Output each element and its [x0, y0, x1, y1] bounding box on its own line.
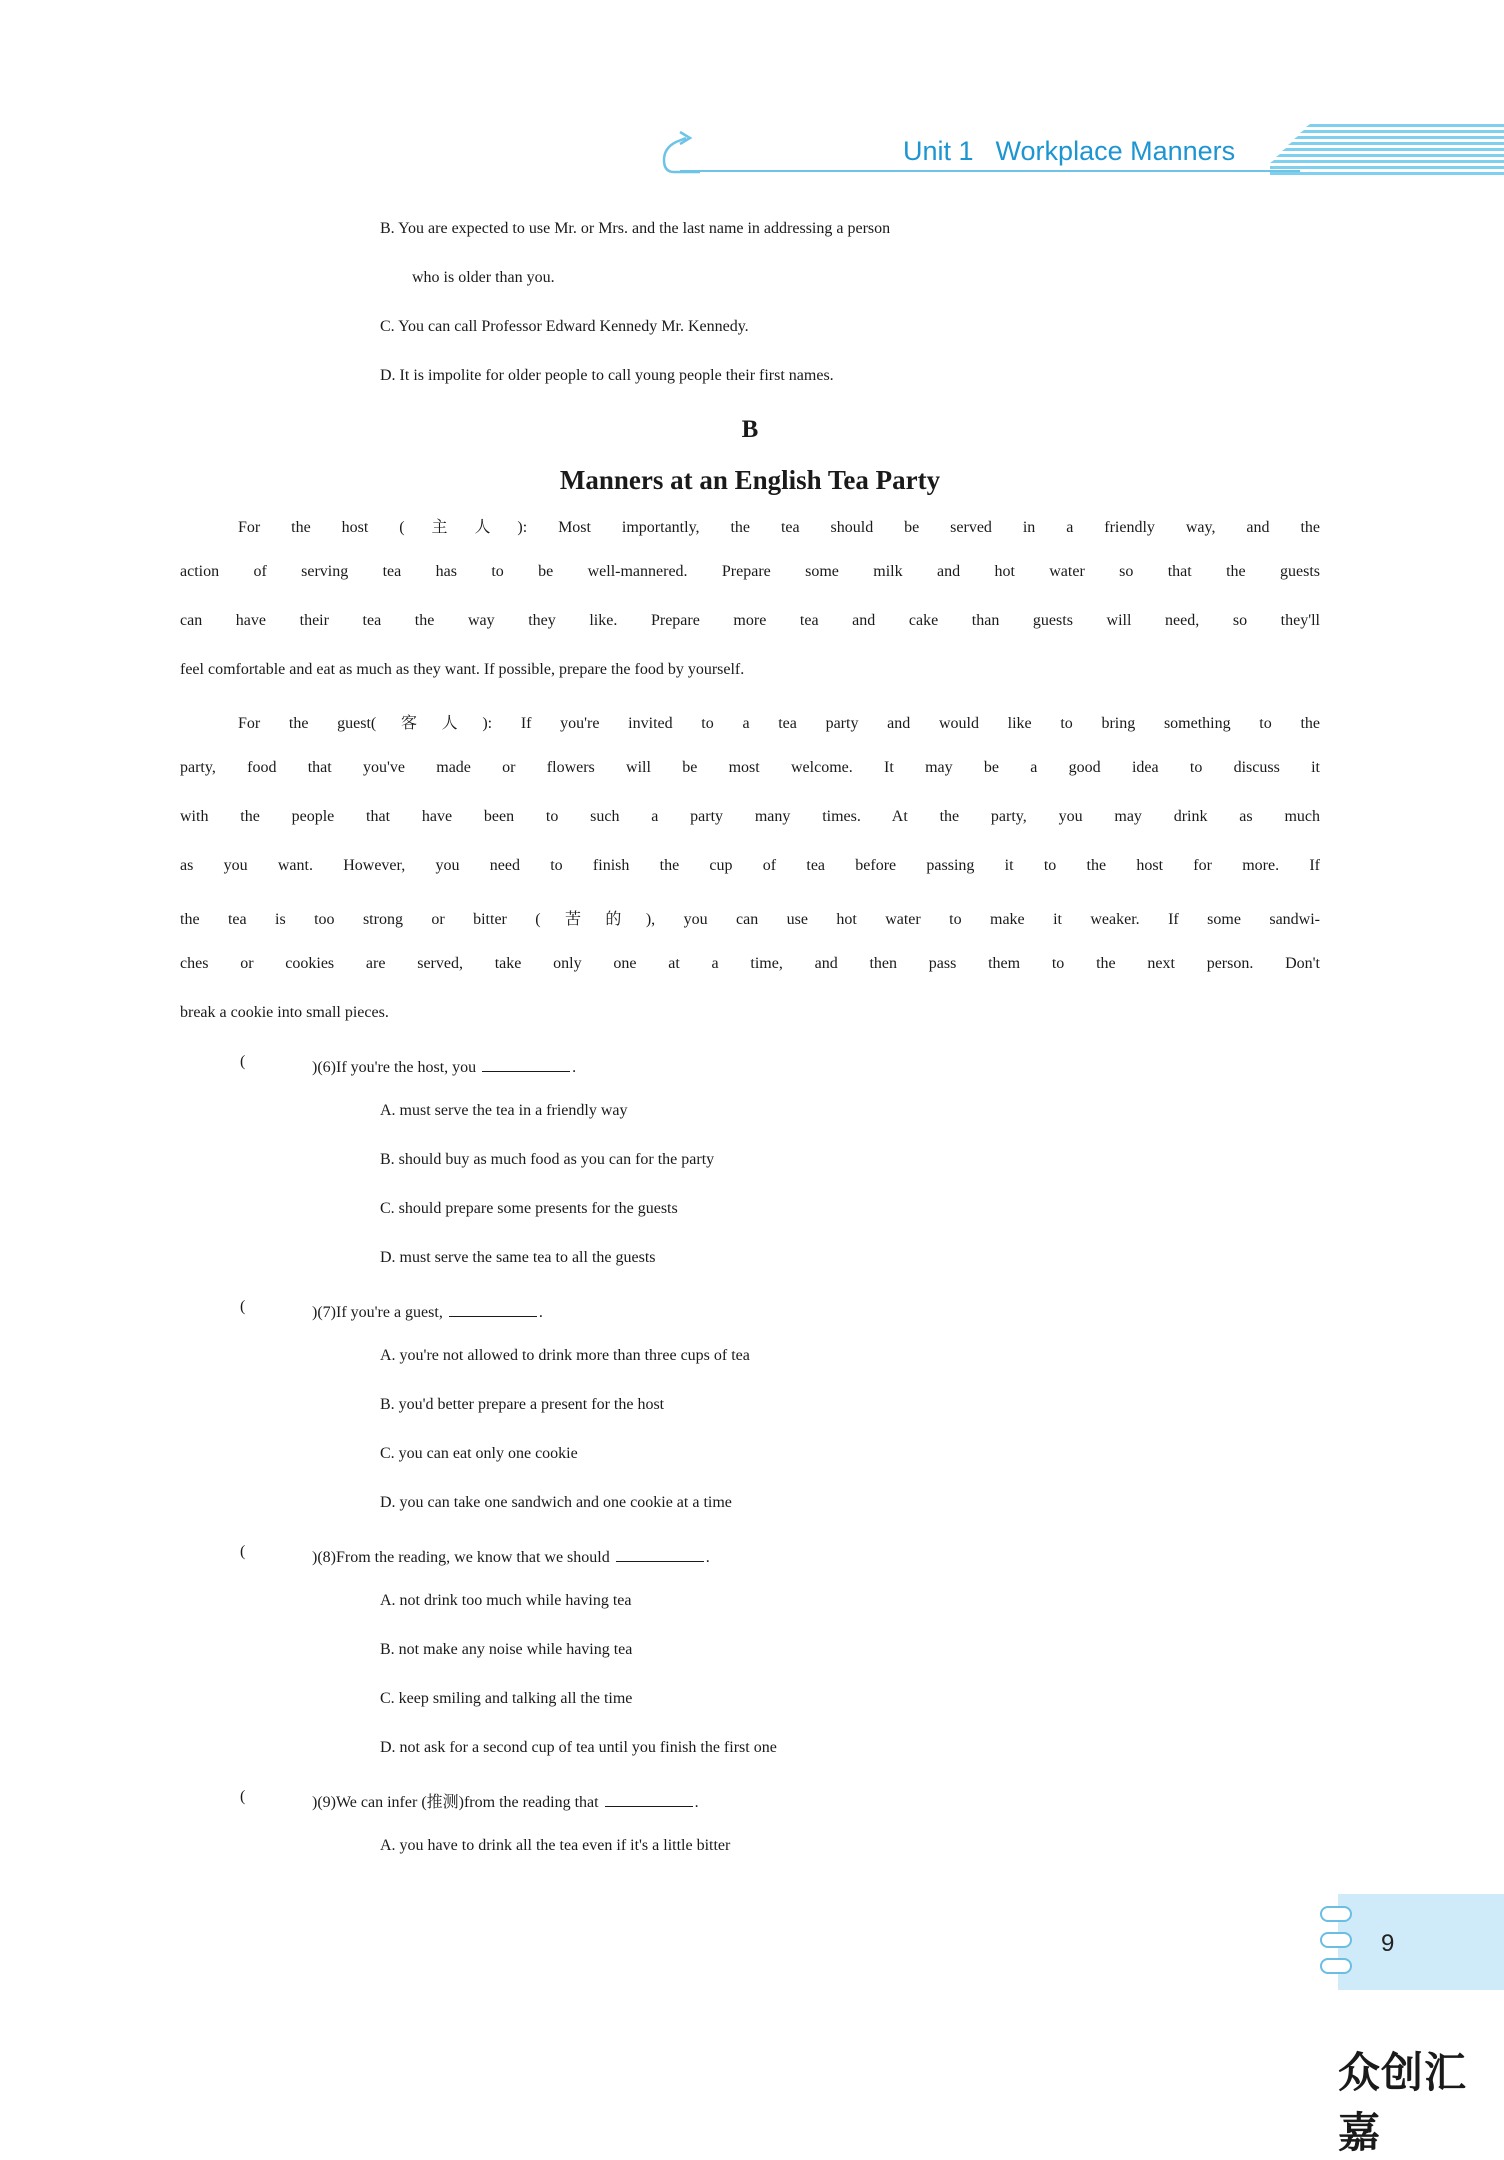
- question-8-option-c: C. keep smiling and talking all the time: [380, 1690, 633, 1707]
- option-d-prev: D. It is impolite for older people to call young people their first names.: [380, 367, 834, 384]
- question-6-option-d: D. must serve the same tea to all the guests: [380, 1249, 656, 1266]
- guest-paragraph-line: as you want. However, you need to finish the cup of tea before passing it to the host for more. If: [180, 857, 1320, 874]
- curved-arrow-icon: [660, 128, 706, 176]
- question-9-stem: )(9)We can infer (推测)from the reading that .: [312, 1788, 699, 1812]
- answer-blank[interactable]: [482, 1053, 570, 1072]
- guest-paragraph-line: party, food that you've made or flowers will be most welcome. It may be a good idea to discuss it: [180, 759, 1320, 776]
- question-number: )(9): [312, 1794, 336, 1811]
- guest-paragraph-line: For the guest(客人): If you're invited to a tea party and would like to bring something to the: [238, 715, 1320, 732]
- host-paragraph-line: feel comfortable and eat as much as they want. If possible, prepare the food by yourself.: [180, 661, 745, 678]
- unit-title: Workplace Manners: [995, 136, 1236, 166]
- guest-paragraph-line: ches or cookies are served, take only one at a time, and then pass them to the next person. Don't: [180, 955, 1320, 972]
- page-number: 9: [1381, 1930, 1395, 1957]
- question-8-option-d: D. not ask for a second cup of tea until you finish the first one: [380, 1739, 777, 1756]
- question-6-option-c: C. should prepare some presents for the guests: [380, 1200, 678, 1217]
- binder-ring-icon: [1320, 1932, 1352, 1948]
- host-paragraph-line: can have their tea the way they like. Prepare more tea and cake than guests will need, so they'll: [180, 612, 1320, 629]
- question-7-option-d: D. you can take one sandwich and one cookie at a time: [380, 1494, 732, 1511]
- answer-paren-open[interactable]: (: [240, 1543, 246, 1560]
- header-title: [903, 136, 1235, 167]
- section-title: Manners at an English Tea Party: [559, 465, 941, 495]
- guest-paragraph-line: the tea is too strong or bitter (苦的), you can use hot water to make it weaker. If some sandwi-: [180, 911, 1320, 928]
- answer-blank[interactable]: [449, 1298, 537, 1317]
- option-b-prev-cont: who is older than you.: [412, 269, 555, 286]
- header-rule: [680, 170, 1300, 172]
- question-number: )(8): [312, 1549, 336, 1566]
- host-paragraph-line: action of serving tea has to be well-mannered. Prepare some milk and hot water so that the guests: [180, 563, 1320, 580]
- unit-label: Unit 1: [903, 136, 974, 166]
- watermark: 众创汇嘉: [1338, 2048, 1468, 2157]
- question-8-option-b: B. not make any noise while having tea: [380, 1641, 633, 1658]
- question-7-option-a: A. you're not allowed to drink more than three cups of tea: [380, 1347, 750, 1364]
- question-6-option-a: A. must serve the tea in a friendly way: [380, 1102, 628, 1119]
- page-header: [660, 122, 1504, 184]
- question-6-option-b: B. should buy as much food as you can for the party: [380, 1151, 715, 1168]
- guest-paragraph-line: break a cookie into small pieces.: [180, 1004, 389, 1021]
- answer-paren-open[interactable]: (: [240, 1298, 246, 1315]
- guest-paragraph-line: with the people that have been to such a party many times. At the party, you may drink as much: [180, 808, 1320, 825]
- question-7-option-b: B. you'd better prepare a present for the host: [380, 1396, 665, 1413]
- host-paragraph-line: For the host (主人): Most importantly, the tea should be served in a friendly way, and the: [238, 519, 1320, 536]
- question-8-option-a: A. not drink too much while having tea: [380, 1592, 632, 1609]
- section-letter: B: [741, 416, 759, 443]
- option-b-prev: B. You are expected to use Mr. or Mrs. and the last name in addressing a person: [380, 220, 891, 237]
- answer-blank[interactable]: [605, 1788, 693, 1807]
- page-number-box: [1338, 1894, 1504, 1990]
- answer-paren-open[interactable]: (: [240, 1053, 246, 1070]
- question-8-stem: )(8)From the reading, we know that we should .: [312, 1543, 710, 1567]
- question-6-stem: )(6)If you're the host, you .: [312, 1053, 576, 1077]
- question-9-option-a: A. you have to drink all the tea even if it's a little bitter: [380, 1837, 731, 1854]
- answer-paren-open[interactable]: (: [240, 1788, 246, 1805]
- question-7-stem: )(7)If you're a guest, .: [312, 1298, 543, 1322]
- question-number: )(7): [312, 1304, 336, 1321]
- question-7-option-c: C. you can eat only one cookie: [380, 1445, 578, 1462]
- binder-ring-icon: [1320, 1906, 1352, 1922]
- answer-blank[interactable]: [616, 1543, 704, 1562]
- question-number: )(6): [312, 1059, 336, 1076]
- option-c-prev: C. You can call Professor Edward Kennedy Mr. Kennedy.: [380, 318, 749, 335]
- binder-ring-icon: [1320, 1958, 1352, 1974]
- header-stripes: [1270, 124, 1504, 176]
